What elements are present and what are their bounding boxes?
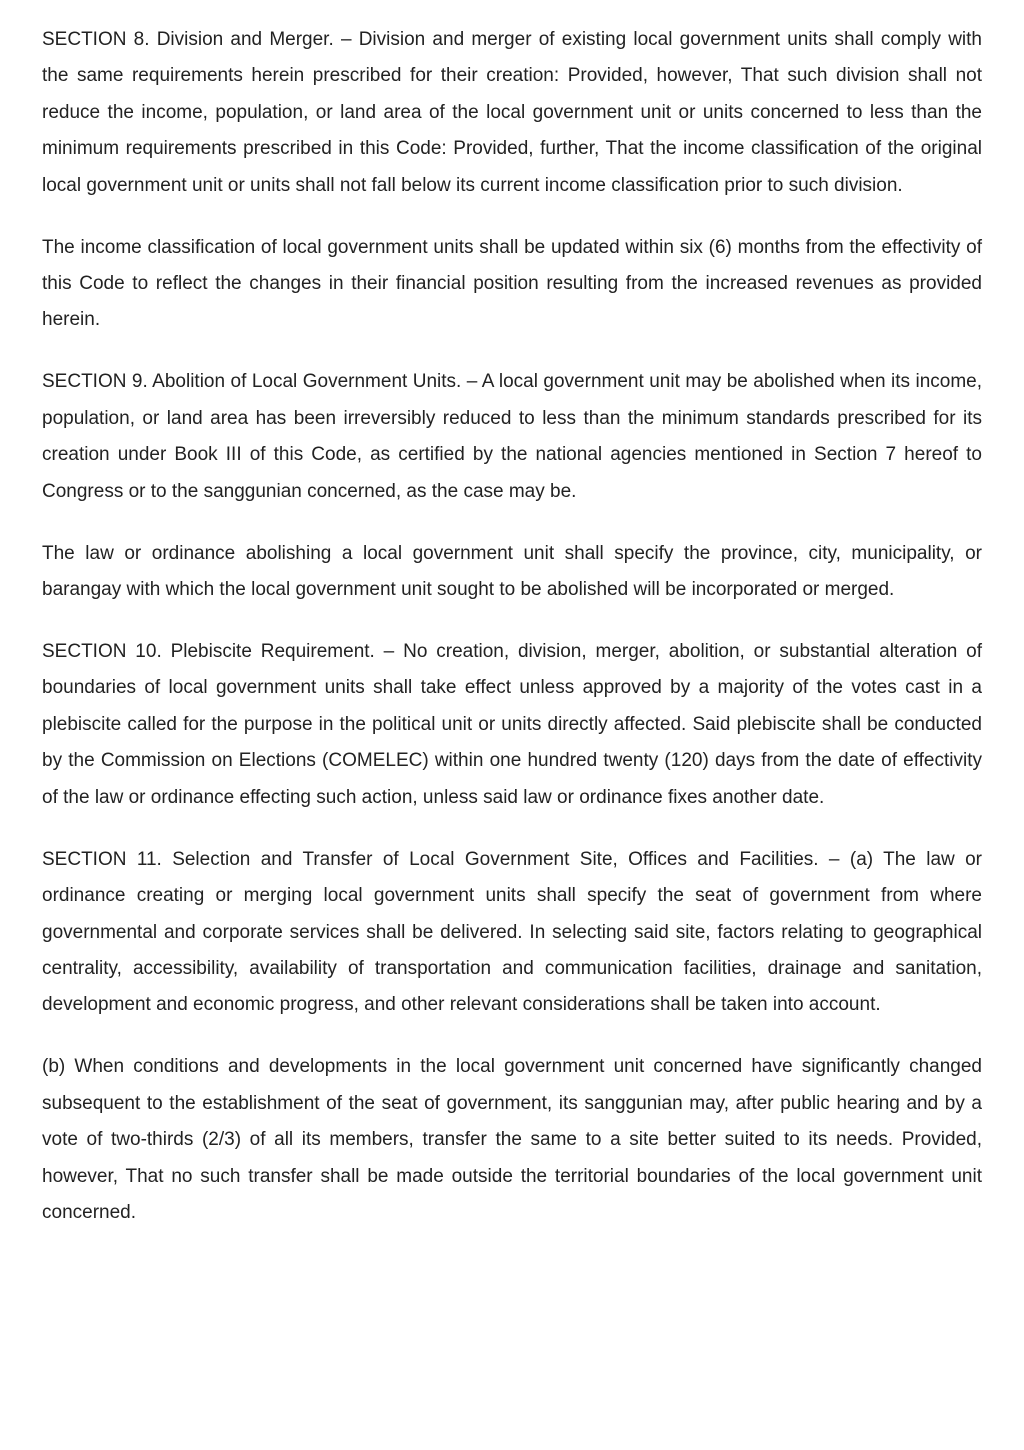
section-9-paragraph: SECTION 9. Abolition of Local Government Units. – A local government unit may be abolished when its income, population, or land area has been irreversibly reduced to less than the minimum standards prescribed for its creation under Book III of this Code, as certified by the national agencies mentioned in Section 7 hereof to Congress or to the sanggunian concerned, as the case may be. [42,371,982,502]
section-11b-paragraph: (b) When conditions and developments in the local government unit concerned have significantly changed subsequent to the establishment of the seat of government, its sanggunian may, after public hearing and by a vote of two-thirds (2/3) of all its members, transfer the same to a site better suited to its needs. Provided, however, That no such transfer shall be made outside the territorial boundaries of the local government unit concerned. [42,1056,982,1223]
section-11a-paragraph: SECTION 11. Selection and Transfer of Local Government Site, Offices and Facilities. – (a) The law or ordinance creating or merging local government units shall specify the seat of government from where governmental and corporate services shall be delivered. In selecting said site, factors relating to geographical centrality, accessibility, availability of transportation and communication facilities, drainage and sanitation, development and economic progress, and other relevant considerations shall be taken into account. [42,848,982,1016]
abolition-ordinance-paragraph: The law or ordinance abolishing a local government unit shall specify the province, city, municipality, or barangay with which the local government unit sought to be abolished will be incorporated or merged. [42,542,982,601]
section-10-paragraph: SECTION 10. Plebiscite Requirement. – No creation, division, merger, abolition, or substantial alteration of boundaries of local government units shall take effect unless approved by a majority of the votes cast in a plebiscite called for the purpose in the political unit or units directly affected. Said plebiscite shall be conducted by the Commission on Elections (COMELEC) within one hundred twenty (120) days from the date of effectivity of the law or ordinance effecting such action, unless said law or ordinance fixes another date. [42,641,982,808]
income-classification-paragraph: The income classification of local government units shall be updated within six (6) months from the effectivity of this Code to reflect the changes in their financial position resulting from the increased revenues as provided herein. [42,236,982,331]
section-8-paragraph: SECTION 8. Division and Merger. – Division and merger of existing local government units shall comply with the same requirements herein prescribed for their creation: Provided, however, That such division shall not reduce the income, population, or land area of the local government unit or units concerned to less than the minimum requirements prescribed in this Code: Provided, further, That the income classification of the original local government unit or units shall not fall below its current income classification prior to such division. [42,29,982,196]
